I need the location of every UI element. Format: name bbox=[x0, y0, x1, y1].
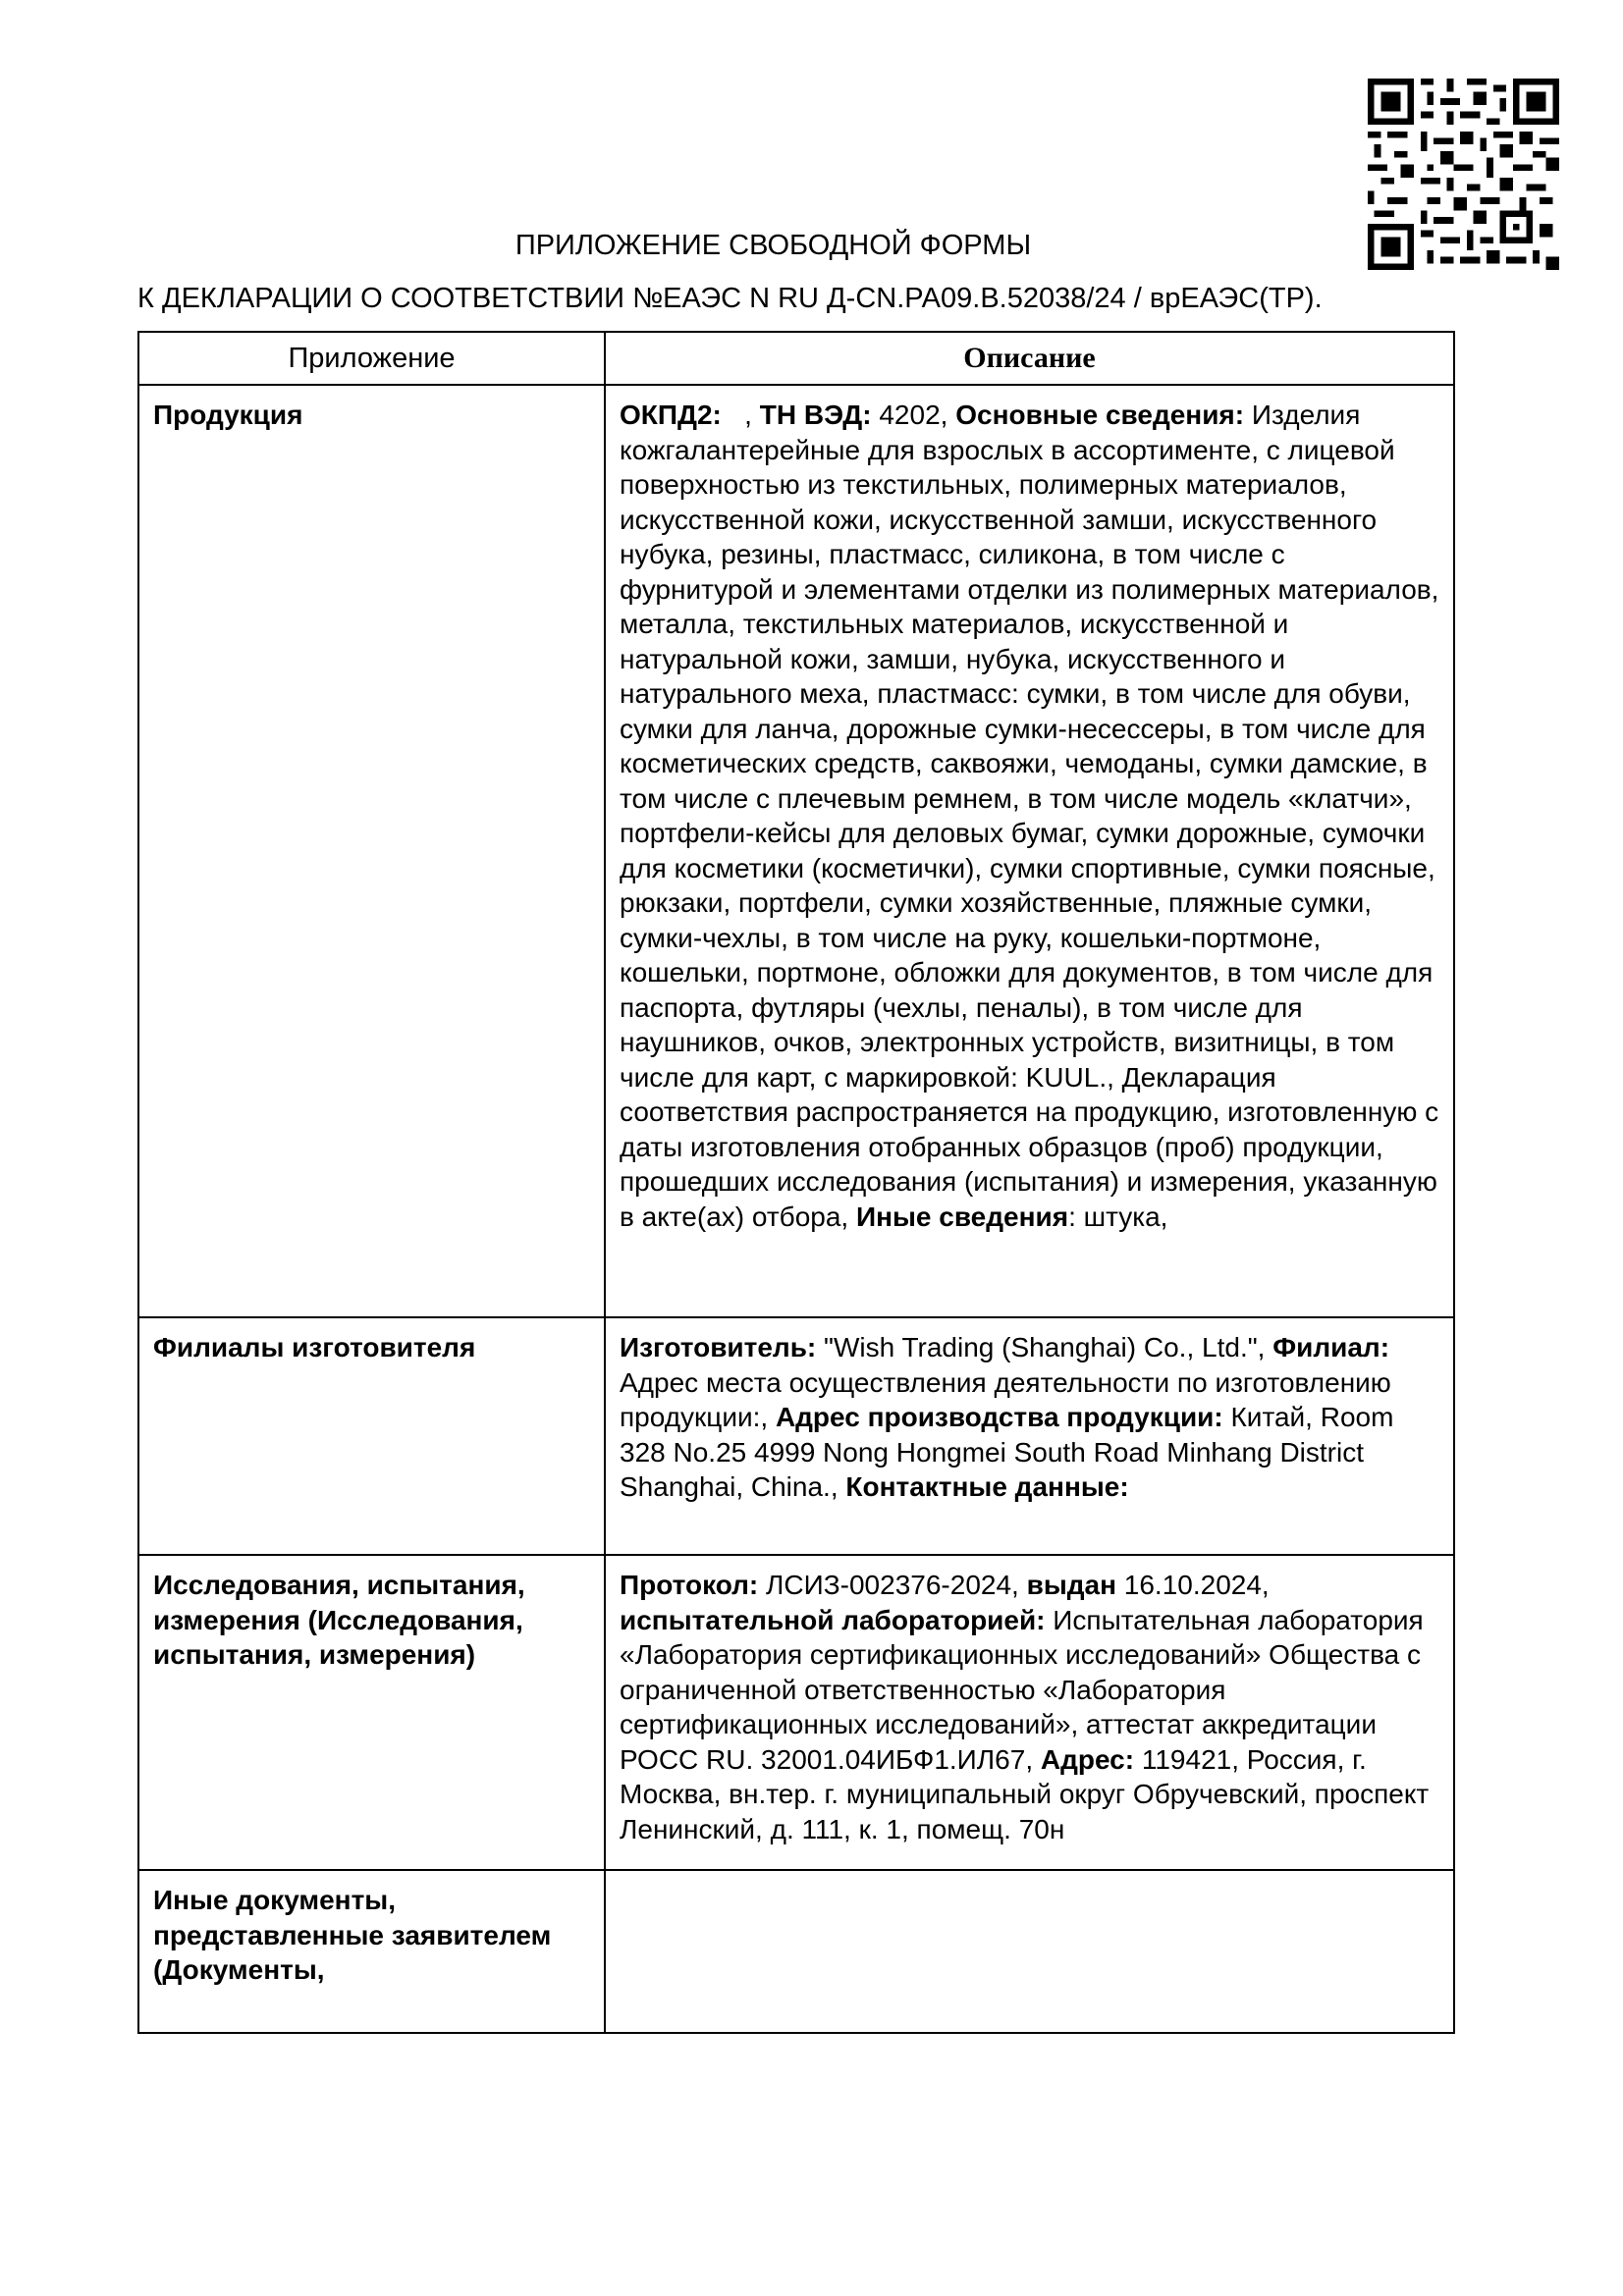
branch-value: Адрес места осуществления деятельности по изготовлению продукции:, bbox=[620, 1366, 1391, 1432]
table-row-products bbox=[138, 385, 1454, 1317]
table-row-branches bbox=[138, 1317, 1454, 1555]
table-row-tests bbox=[138, 1555, 1454, 1870]
okpd-label: ОКПД2: bbox=[620, 400, 722, 430]
production-address-value: Китай, Room 328 No.25 4999 Nong Hongmei South Road Minhang District Shanghai, China., bbox=[620, 1402, 1394, 1502]
table-header-row bbox=[138, 332, 1454, 385]
laboratory-label: испытательной лабораторией: bbox=[620, 1604, 1046, 1635]
column-header-description: Описание bbox=[605, 332, 1454, 385]
row-label-tests: Исследования, испытания, измерения (Исследования, испытания, измерения) bbox=[138, 1555, 605, 1870]
row-description-products bbox=[605, 385, 1454, 1317]
row-label-products: Продукция bbox=[138, 385, 605, 1317]
issued-value: 16.10.2024, bbox=[1123, 1570, 1270, 1600]
contacts-label: Контактные данные: bbox=[845, 1471, 1129, 1502]
okpd-value: , bbox=[721, 400, 752, 430]
other-info-label: Иные сведения bbox=[855, 1201, 1069, 1232]
annex-table bbox=[137, 331, 1455, 2034]
row-label-branches: Филиалы изготовителя bbox=[138, 1317, 605, 1555]
basic-info-value: Изделия кожгалантерейные для взрослых в ассортименте, с лицевой поверхностью из текстильных, полимерных материалов, искусственной кожи, искусственной замши, искусственного нубука, резины, пластмасс, силикона, в том числе с фурнитурой и элементами отделки из полимерных материалов, металла, текстильных материалов, искусственной и натуральной кожи, замши, нубука, искусственного и натурального меха, пластмасс: сумки, в том числе для обуви, сумки для ланча, дорожные сумки-несессеры, в том числе для косметических средств, саквояжи, чемоданы, сумки дамские, в том числе с плечевым ремнем, в том числе модель «клатчи», портфели-кейсы для деловых бумаг, сумки дорожные, сумочки для косметики (косметички), сумки спортивные, сумки поясные, рюкзаки, портфели, сумки хозяйственные, пляжные сумки, сумки-чехлы, в том числе на руку, кошельки-портмоне, кошельки, портмоне, обложки для документов, в том числе для паспорта, футляры (чехлы, пеналы), в том числе для наушников, очков, электронных устройств, визитницы, в том числе для карт, с маркировкой: KUUL., Декларация соответствия распространяется на продукцию, изготовленную с даты изготовления отобранных образцов (проб) продукции, прошедших исследования (испытания) и измерения, указанную в акте(ах) отбора, bbox=[620, 400, 1439, 1232]
branch-label: Филиал: bbox=[1272, 1332, 1390, 1362]
other-info-value: : штука, bbox=[1068, 1201, 1168, 1232]
document-subtitle: К ДЕКЛАРАЦИИ О СООТВЕТСТВИИ №ЕАЭС N RU Д-CN.РА09.В.52038/24 / врЕАЭС(ТР). bbox=[137, 283, 1323, 314]
row-description-tests bbox=[605, 1555, 1454, 1870]
laboratory-value: Испытательная лаборатория «Лаборатория сертификационных исследований» Общества с ограниченной ответственностью «Лаборатория сертификационных исследований», аттестат аккредитации РОСС RU. 32001.04ИБФ1.ИЛ67, bbox=[620, 1604, 1424, 1775]
document-title: ПРИЛОЖЕНИЕ СВОБОДНОЙ ФОРМЫ bbox=[514, 230, 1032, 261]
tnved-label: ТН ВЭД: bbox=[759, 400, 872, 430]
table-row-documents bbox=[138, 1870, 1454, 2033]
issued-label: выдан bbox=[1026, 1570, 1116, 1600]
manufacturer-label: Изготовитель: bbox=[620, 1332, 817, 1362]
production-address-label: Адрес производства продукции: bbox=[775, 1402, 1223, 1432]
laboratory-address-value: 119421, Россия, г. Москва, вн.тер. г. муниципальный округ Обручевский, проспект Ленинский, д. 111, к. 1, помещ. 70н bbox=[620, 1743, 1430, 1844]
tnved-value: 4202, bbox=[879, 400, 948, 430]
manufacturer-value: "Wish Trading (Shanghai) Co., Ltd.", bbox=[824, 1332, 1266, 1362]
protocol-label: Протокол: bbox=[620, 1570, 759, 1600]
row-label-documents: Иные документы, представленные заявителем (Документы, bbox=[138, 1870, 605, 2033]
basic-info-label: Основные сведения: bbox=[955, 400, 1245, 430]
column-header-annex: Приложение bbox=[138, 332, 605, 385]
row-description-documents bbox=[605, 1870, 1454, 2033]
laboratory-address-label: Адрес: bbox=[1040, 1743, 1135, 1775]
protocol-value: ЛСИЗ-002376-2024, bbox=[766, 1570, 1019, 1600]
row-description-branches bbox=[605, 1317, 1454, 1555]
